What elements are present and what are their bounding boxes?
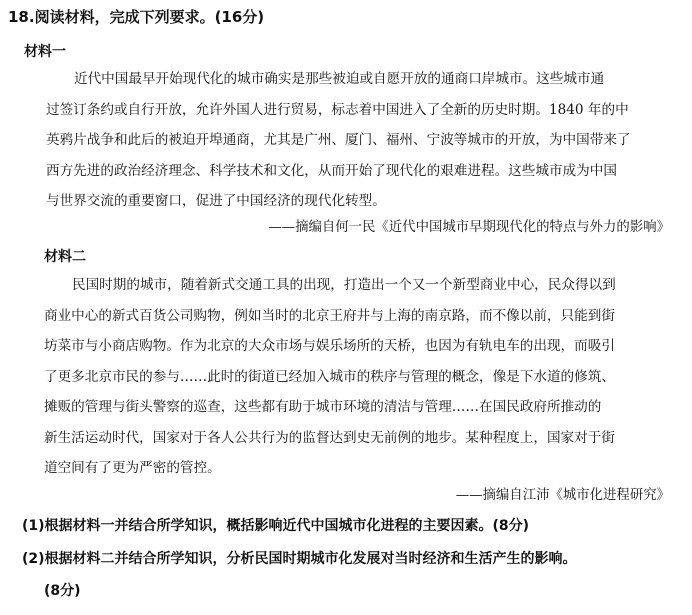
material-2-text xyxy=(44,270,676,484)
material-1-source: ——摘编自何一民《近代中国城市早期现代化的特点与外力的影响》 xyxy=(268,220,670,235)
material-1-line: 英鸦片战争和此后的被迫开埠通商，尤其是广州、厦门、福州、宁波等城市的开放，为中国带来了 xyxy=(46,132,631,148)
question-title: 18.阅读材料，完成下列要求。(16分) xyxy=(8,8,265,26)
material-1-line: 近代中国最早开始现代化的城市确实是那些被迫或自愿开放的通商口岸城市。这些城市通 xyxy=(74,71,605,87)
material-2-line: 摊贩的管理与街头警察的巡查，这些都有助于城市环境的清洁与管理……在国民政府所推动的 xyxy=(44,399,602,415)
material-2-source: ——摘编自江沛《城市化进程研究》 xyxy=(455,488,670,503)
material-2-label: 材料二 xyxy=(44,249,86,265)
material-1-line: 过签订条约或自行开放，允许外国人进行贸易，标志着中国进入了全新的历史时期。1840 年的中 xyxy=(46,101,629,118)
material-2-line: 了更多北京市民的参与……此时的街道已经加入城市的秩序与管理的概念，像是下水道的修筑、 xyxy=(44,368,615,385)
material-2-line: 坊菜市与小商店购物。作为北京的大众市场与娱乐场所的天桥，也因为有轨电车的出现，而吸引 xyxy=(44,338,615,354)
material-2-line: 民国时期的城市，随着新式交通工具的出现，打造出一个又一个新型商业中心，民众得以到 xyxy=(72,277,616,293)
material-2-line: 商业中心的新式百货公司购物，例如当时的北京王府井与上海的南京路，而不像以前，只能到街 xyxy=(44,307,615,324)
material-1-line: 与世界交流的重要窗口，促进了中国经济的现代化转型。 xyxy=(46,193,386,209)
material-2-line: 道空间有了更为严密的管控。 xyxy=(44,460,221,476)
material-1-text xyxy=(46,64,676,217)
sub-question-2: (2)根据材料二并结合所学知识，分析民国时期城市化发展对当时经济和生活产生的影响。 xyxy=(22,551,577,567)
material-2-line: 新生活运动时代，国家对于各人公共行为的监督达到史无前例的地步。某种程度上，国家对于街 xyxy=(44,429,615,446)
sub-question-1: (1)根据材料一并结合所学知识，概括影响近代中国城市化进程的主要因素。(8分) xyxy=(22,518,530,534)
sub-question-2-score: (8分) xyxy=(44,583,81,599)
material-1-line: 西方先进的政治经济理念、科学技术和文化，从而开始了现代化的艰难进程。这些城市成为中国 xyxy=(46,162,617,179)
material-1-label: 材料一 xyxy=(24,44,66,60)
